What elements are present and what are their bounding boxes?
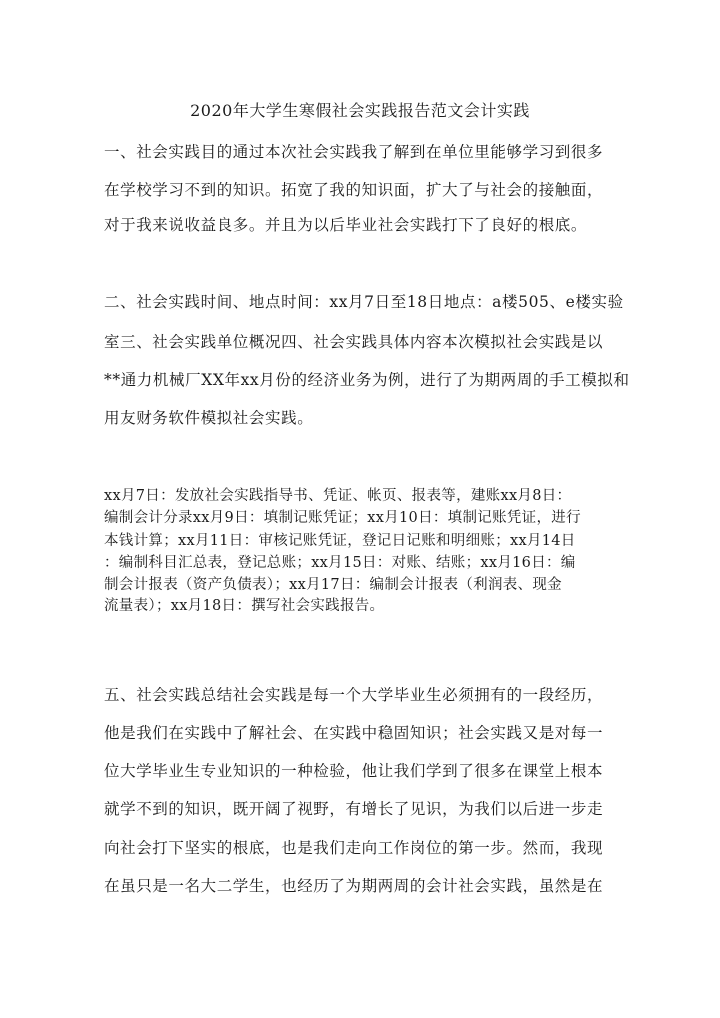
section2-line: 室三、社会实践单位概况四、社会实践具体内容本次模拟社会实践是以 xyxy=(104,333,604,351)
schedule-line: 编制会计分录xx月9日：填制记账凭证；xx月10日：填制记账凭证，进行 xyxy=(104,510,581,526)
section5-line: 他是我们在实践中了解社会、在实践中稳固知识；社会实践又是对每一 xyxy=(104,724,604,742)
schedule-line: ：编制科目汇总表，登记总账；xx月15日：对账、结账；xx月16日：编 xyxy=(104,555,576,571)
section5-line: 在虽只是一名大二学生，也经历了为期两周的会计社会实践，虽然是在 xyxy=(104,877,604,895)
section5-line: 位大学毕业生专业知识的一种检验，他让我们学到了很多在课堂上根本 xyxy=(104,762,604,780)
schedule-line: 流量表）；xx月18日：撰写社会实践报告。 xyxy=(104,598,385,614)
section5-line: 就学不到的知识，既开阔了视野，有增长了见识，为我们以后进一步走 xyxy=(104,800,604,818)
section1-line: 对于我来说收益良多。并且为以后毕业社会实践打下了良好的根底。 xyxy=(104,216,588,234)
schedule-line: 制会计报表（资产负债表）；xx月17日：编制会计报表（利润表、现金 xyxy=(104,577,562,593)
section1-line: 一、社会实践目的通过本次社会实践我了解到在单位里能够学习到很多 xyxy=(104,143,604,161)
section2-line: 二、社会实践时间、地点时间：xx月7日至18日地点：a楼505、e楼实验 xyxy=(104,293,624,311)
section5-line: 向社会打下坚实的根底，也是我们走向工作岗位的第一步。然而，我现 xyxy=(104,839,604,857)
section2-line: **通力机械厂XX年xx月份的经济业务为例，进行了为期两周的手工模拟和 xyxy=(104,371,630,389)
document-title: 2020年大学生寒假社会实践报告范文会计实践 xyxy=(190,101,530,120)
schedule-line: 本钱计算；xx月11日：审核记账凭证，登记日记账和明细账；xx月14日 xyxy=(104,533,576,549)
section5-line: 五、社会实践总结社会实践是每一个大学毕业生必须拥有的一段经历， xyxy=(104,686,604,704)
section2-line: 用友财务软件模拟社会实践。 xyxy=(104,409,314,427)
schedule-line: xx月7日：发放社会实践指导书、凭证、帐页、报表等，建账xx月8日： xyxy=(104,488,572,504)
section1-line: 在学校学习不到的知识。拓宽了我的知识面，扩大了与社会的接触面， xyxy=(104,181,604,199)
